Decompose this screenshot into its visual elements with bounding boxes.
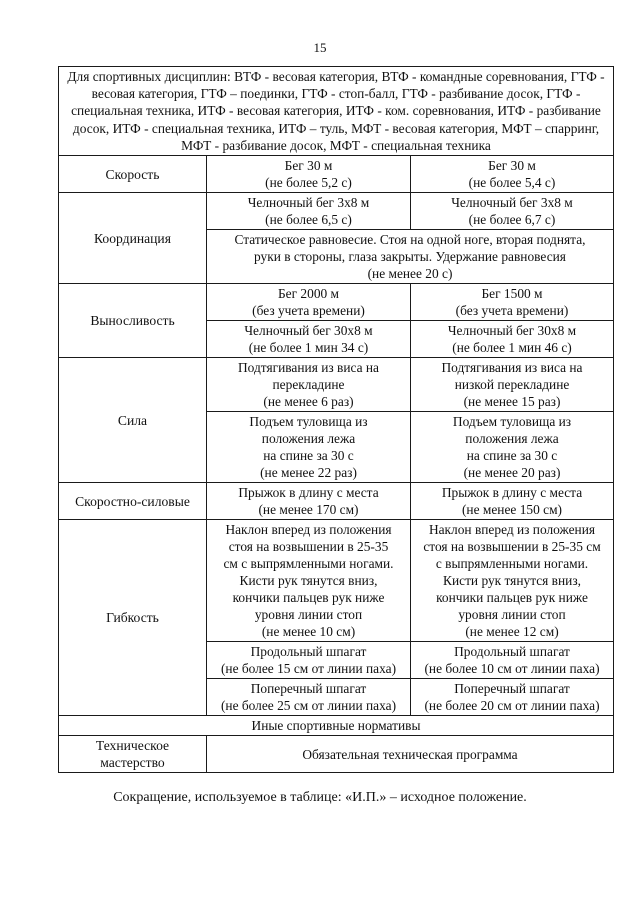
endurance-shuttle-male: Челночный бег 30х8 м (не более 1 мин 34 с) <box>207 321 411 358</box>
speed-norm-male: Бег 30 м (не более 5,2 с) <box>207 156 411 193</box>
category-speed: Скорость <box>59 156 207 193</box>
flexibility-bend-male: Наклон вперед из положения стоя на возвышении в 25-35 см с выпрямленными ногами. Кисти рук тянутся вниз, кончики пальцев рук ниже уровня линии стоп (не менее 10 см) <box>207 520 411 642</box>
table-row <box>59 483 614 520</box>
speed-strength-male: Прыжок в длину с места (не менее 170 см) <box>207 483 411 520</box>
flexibility-cross-split-female: Поперечный шпагат (не более 20 см от линии паха) <box>411 679 614 716</box>
category-flexibility: Гибкость <box>59 520 207 716</box>
table-row <box>59 358 614 412</box>
strength-situps-male: Подъем туловища из положения лежа на спине за 30 с (не менее 22 раз) <box>207 412 411 483</box>
other-norms-heading: Иные спортивные нормативы <box>59 716 614 736</box>
coordination-shuttle-male: Челночный бег 3х8 м (не более 6,5 с) <box>207 193 411 230</box>
category-coordination: Координация <box>59 193 207 284</box>
flexibility-long-split-female: Продольный шпагат (не более 10 см от линии паха) <box>411 642 614 679</box>
category-speed-strength: Скоростно-силовые <box>59 483 207 520</box>
speed-strength-female: Прыжок в длину с места (не менее 150 см) <box>411 483 614 520</box>
strength-situps-female: Подъем туловища из положения лежа на спине за 30 с (не менее 20 раз) <box>411 412 614 483</box>
speed-norm-female: Бег 30 м (не более 5,4 с) <box>411 156 614 193</box>
table-row <box>59 520 614 642</box>
disciplines-header: Для спортивных дисциплин: ВТФ - весовая категория, ВТФ - командные соревнования, ГТФ - весовая категория, ГТФ – поединки, ГТФ - стоп-балл, ГТФ - разбивание досок, ГТФ - специальная техника, ИТФ - весовая категория, ИТФ - ком. соревнования, ИТФ - разбивание досок, ИТФ - специальная техника, ИТФ – туль, МФТ - весовая категория, МФТ – спарринг, МФТ - разбивание досок, МФТ - специальная техника <box>59 67 614 156</box>
flexibility-long-split-male: Продольный шпагат (не более 15 см от линии паха) <box>207 642 411 679</box>
endurance-shuttle-female: Челночный бег 30х8 м (не более 1 мин 46 с) <box>411 321 614 358</box>
table-row <box>59 716 614 736</box>
strength-pullups-male: Подтягивания из виса на перекладине (не менее 6 раз) <box>207 358 411 412</box>
strength-pullups-female: Подтягивания из виса на низкой перекладине (не менее 15 раз) <box>411 358 614 412</box>
category-technique: Техническое мастерство <box>59 736 207 773</box>
category-endurance: Выносливость <box>59 284 207 358</box>
norms-table <box>58 66 614 773</box>
endurance-run-female: Бег 1500 м (без учета времени) <box>411 284 614 321</box>
flexibility-bend-female: Наклон вперед из положения стоя на возвышении в 25-35 см с выпрямленными ногами. Кисти рук тянутся вниз, кончики пальцев рук ниже уровня линии стоп (не менее 12 см) <box>411 520 614 642</box>
table-row <box>59 156 614 193</box>
table-row <box>59 284 614 321</box>
technique-program: Обязательная техническая программа <box>207 736 614 773</box>
flexibility-cross-split-male: Поперечный шпагат (не более 25 см от линии паха) <box>207 679 411 716</box>
table-row <box>59 193 614 230</box>
coordination-balance: Статическое равновесие. Стоя на одной ноге, вторая поднята, руки в стороны, глаза закрыты. Удержание равновесия (не менее 20 с) <box>207 230 614 284</box>
coordination-shuttle-female: Челночный бег 3х8 м (не более 6,7 с) <box>411 193 614 230</box>
endurance-run-male: Бег 2000 м (без учета времени) <box>207 284 411 321</box>
table-row <box>59 736 614 773</box>
page-number: 15 <box>313 40 327 55</box>
category-strength: Сила <box>59 358 207 483</box>
table-header-row <box>59 67 614 156</box>
abbreviation-footnote: Сокращение, используемое в таблице: «И.П.» – исходное положение. <box>113 790 527 805</box>
